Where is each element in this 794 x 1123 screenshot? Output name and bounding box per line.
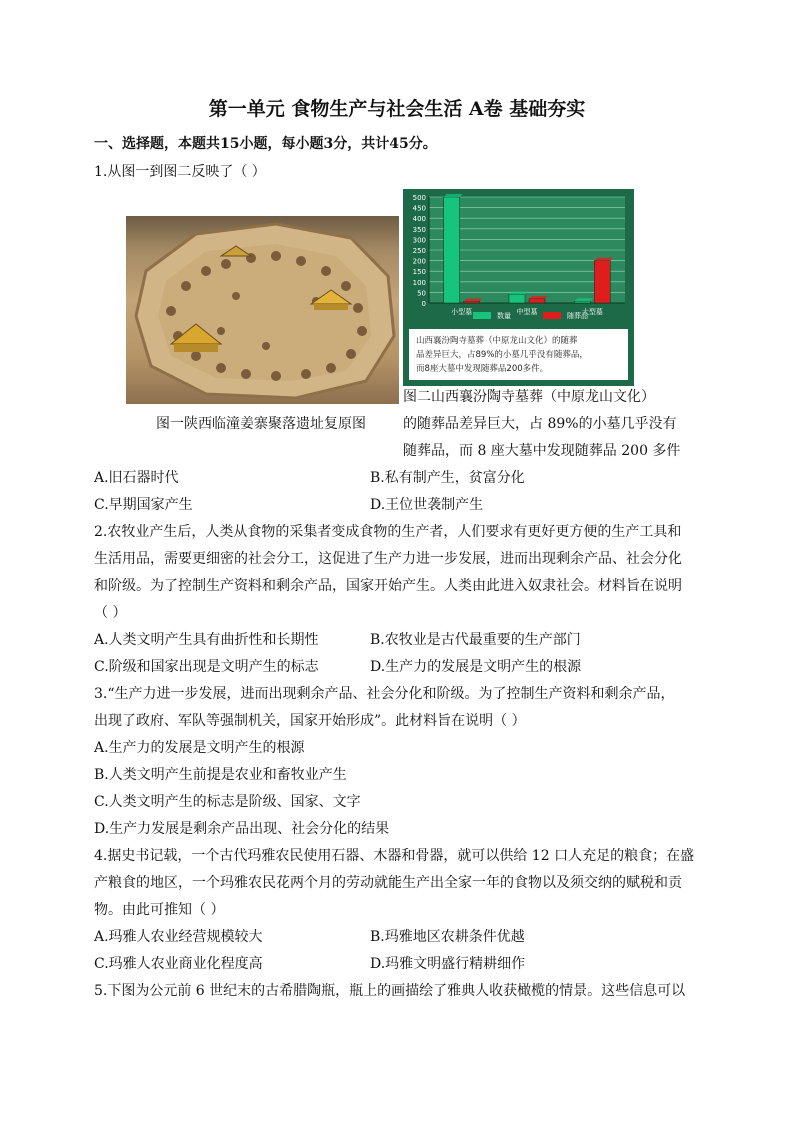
- category-label: 中型墓: [516, 308, 538, 316]
- bar-goods: [464, 302, 480, 304]
- bar-count: [509, 295, 525, 303]
- bar-goods: [529, 299, 545, 303]
- question-2-line-2: 生活用品，需要更细密的社会分工，这促进了生产力进一步发展，进而出现剩余产品、社会分化: [94, 551, 682, 567]
- y-tick-label: 400: [412, 215, 426, 224]
- question-2-line-1: 2.农牧业产生后，人类从食物的采集者变成食物的生产者，人们要求有更好更方便的生产工具和: [94, 524, 682, 540]
- question-4-line-3: 物。由此可推知（ ）: [94, 902, 225, 918]
- bar-top-face: [444, 194, 463, 197]
- question-4-line-2: 产粮食的地区，一个玛雅农民花两个月的劳动就能生产出全家一年的食物以及须交纳的赋税和贡: [94, 875, 682, 891]
- q2-option-c: C.阶级和国家出现是文明产生的标志: [94, 659, 319, 675]
- figure-2-caption-line-1: 图二山西襄汾陶寺墓葬（中原龙山文化）: [403, 389, 655, 405]
- q3-option-c: C.人类文明产生的标志是阶级、国家、文字: [94, 794, 361, 810]
- q4-option-a: A.玛雅人农业经营规模较大: [94, 929, 263, 945]
- page-title: 第一单元 食物生产与社会生活 A卷 基础夯实: [208, 98, 586, 120]
- y-tick-label: 100: [412, 278, 426, 287]
- legend-label: 随葬品: [567, 312, 588, 320]
- figure-2-caption-line-3: 随葬品，而 8 座大墓中发现随葬品 200 多件: [403, 443, 681, 459]
- settlement-photo: [126, 216, 399, 404]
- q3-option-b: B.人类文明产生前提是农业和畜牧业产生: [94, 767, 347, 783]
- y-tick-label: 150: [412, 268, 426, 277]
- bar-goods: [594, 261, 610, 303]
- question-2-line-4: （ ）: [94, 605, 127, 621]
- bar-top-face: [574, 298, 593, 301]
- y-tick-label: 500: [412, 194, 426, 202]
- bar-top-face: [594, 258, 613, 261]
- bar-count: [444, 197, 460, 303]
- q4-option-d: D.玛雅文明盛行精耕细作: [370, 956, 526, 972]
- question-2-line-3: 和阶级。为了控制生产资料和剩余产品，国家开始产生。人类由此进入奴隶社会。材料旨在说明: [94, 578, 682, 594]
- q3-option-a: A.生产力的发展是文明产生的根源: [94, 740, 305, 756]
- chart-caption-line-2: 品差异巨大，占89%的小墓几乎没有随葬品，: [416, 350, 588, 360]
- question-3-line-2: 出现了政府、军队等强制机关，国家开始形成”。此材料旨在说明（ ）: [94, 713, 526, 729]
- y-tick-label: 300: [412, 236, 426, 245]
- bar-top-face: [509, 292, 528, 295]
- q4-option-c: C.玛雅人农业商业化程度高: [94, 956, 263, 972]
- q1-option-c: C.早期国家产生: [94, 497, 193, 513]
- q4-option-b: B.玛雅地区农耕条件优越: [370, 929, 525, 945]
- question-3-line-1: 3.“生产力进一步发展，进而出现剩余产品、社会分化和阶级。为了控制生产资料和剩余产品，: [94, 686, 675, 702]
- bar-count: [574, 301, 590, 303]
- chart-caption-line-1: 山西襄汾陶寺墓葬（中原龙山文化）的随葬: [416, 336, 578, 346]
- q3-option-d: D.生产力发展是剩余产品出现、社会分化的结果: [94, 821, 390, 837]
- bar-top-face: [529, 296, 548, 299]
- figure-1-caption: 图一陕西临潼姜寨聚落遗址复原图: [156, 416, 366, 432]
- q1-option-a: A.旧石器时代: [94, 470, 179, 486]
- q1-option-d: D.王位世袭制产生: [370, 497, 484, 513]
- bar-top-face: [464, 299, 483, 302]
- y-tick-label: 250: [412, 247, 426, 255]
- y-tick-label: 50: [417, 289, 426, 298]
- legend-swatch: [473, 312, 491, 319]
- legend-swatch: [543, 312, 561, 319]
- question-5-line-1: 5.下图为公元前 6 世纪末的古希腊陶瓶，瓶上的画描绘了雅典人收获橄榄的情景。这些信息可以: [94, 983, 686, 999]
- chart-caption-line-3: 而8座大墓中发现随葬品200多件。: [416, 364, 549, 374]
- mortuary-bar-chart: [403, 189, 634, 386]
- category-label: 小型墓: [451, 308, 473, 316]
- y-tick-label: 350: [412, 225, 426, 234]
- y-tick-label: 200: [412, 257, 426, 266]
- y-tick-label: 450: [412, 204, 426, 213]
- q2-option-a: A.人类文明产生具有曲折性和长期性: [94, 632, 319, 648]
- q2-option-d: D.生产力的发展是文明产生的根源: [370, 659, 582, 675]
- q1-option-b: B.私有制产生，贫富分化: [370, 470, 525, 486]
- category-label: 大型墓: [581, 308, 603, 316]
- question-1-stem: 1.从图一到图二反映了（ ）: [94, 164, 266, 180]
- q2-option-b: B.农牧业是古代最重要的生产部门: [370, 632, 581, 648]
- legend-label: 数量: [497, 312, 511, 320]
- question-4-line-1: 4.据史书记载，一个古代玛雅农民使用石器、木器和骨器，就可以供给 12 口人充足的粮食；在盛: [94, 848, 695, 864]
- y-tick-label: 0: [421, 300, 426, 308]
- section-heading: 一、选择题，本题共15小题，每小题3分，共计45分。: [94, 136, 437, 152]
- figure-2-caption-line-2: 的随葬品差异巨大，占 89%的小墓几乎没有: [403, 416, 677, 432]
